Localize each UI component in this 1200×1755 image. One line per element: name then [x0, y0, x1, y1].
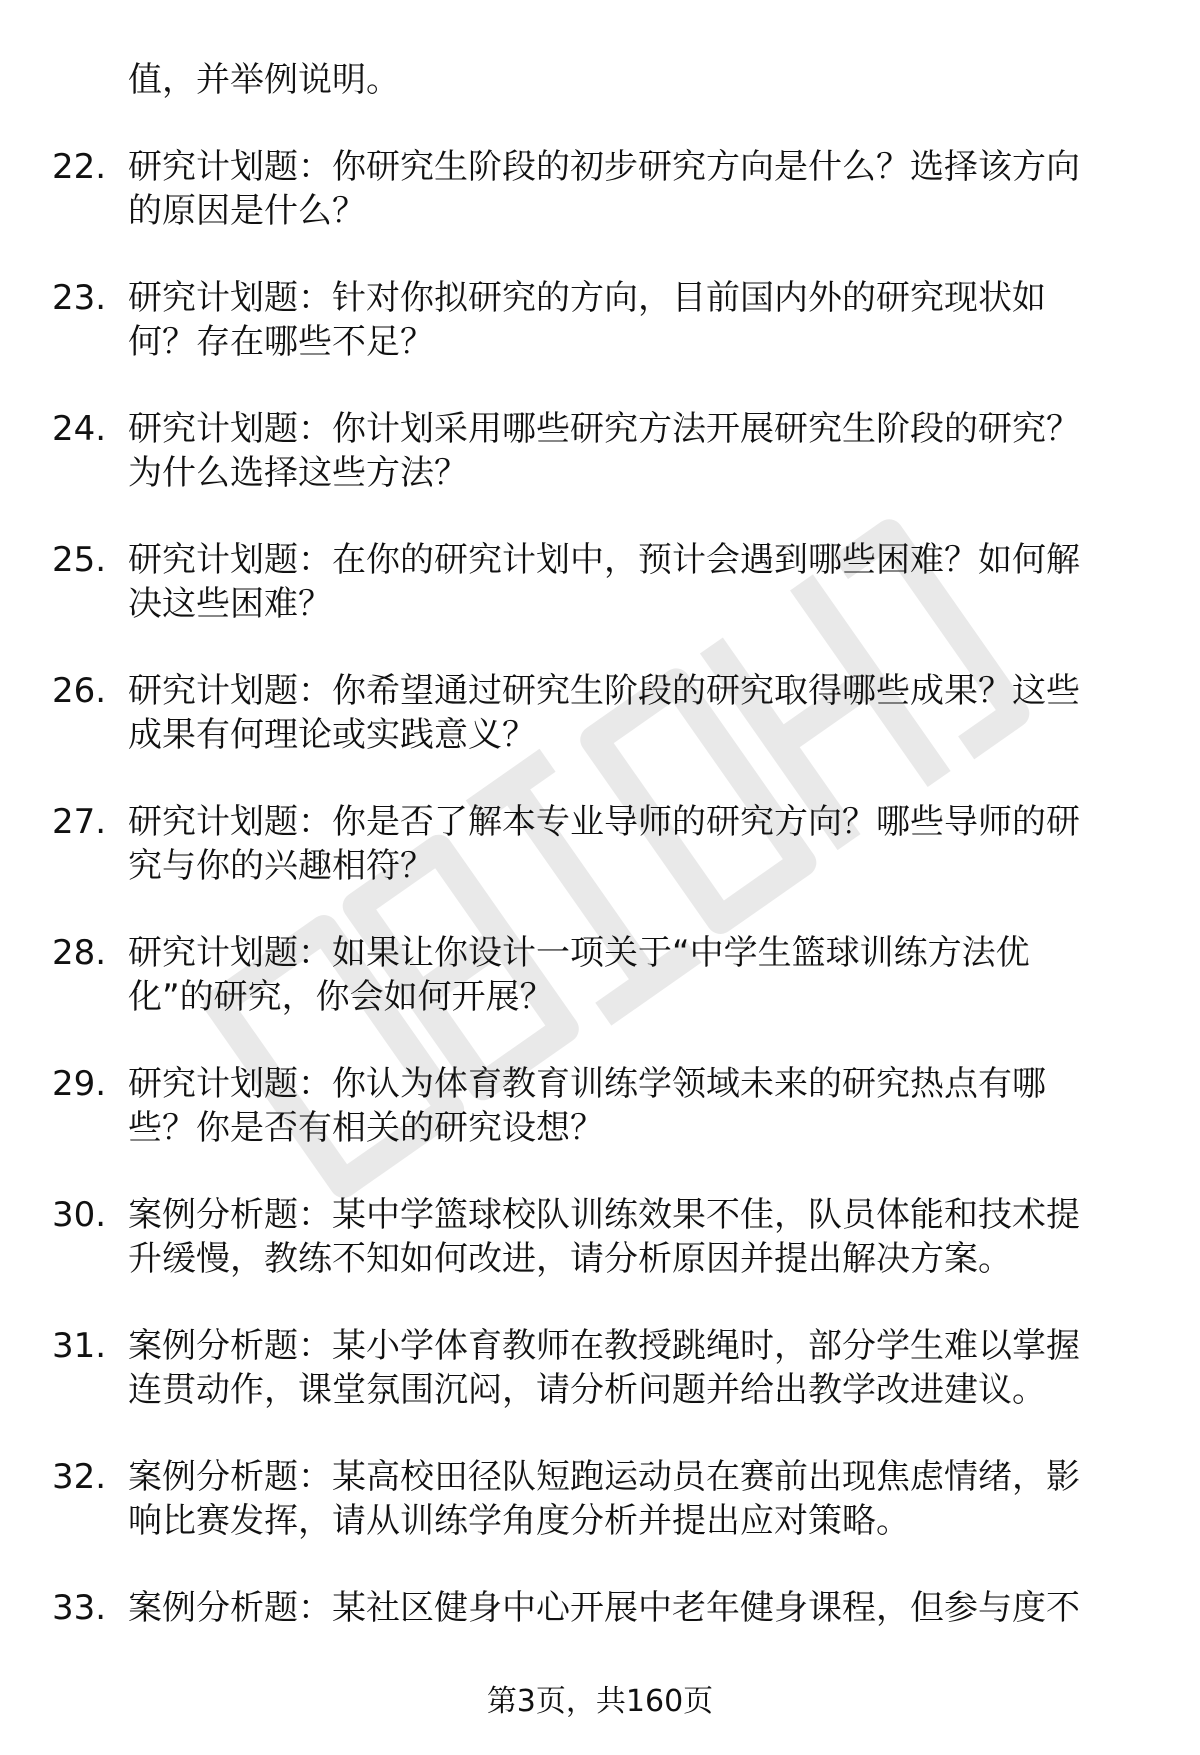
question-text-line: 案例分析题：某社区健身中心开展中老年健身课程，但参与度不: [128, 1588, 1080, 1628]
question-item: [0, 1586, 1138, 1630]
question-text-line: 的原因是什么？: [128, 191, 366, 231]
question-text-line: 决这些困难？: [128, 584, 332, 624]
question-text-line: 化”的研究，你会如何开展？: [128, 977, 554, 1017]
question-item: [0, 931, 1138, 1019]
question-text-line: 研究计划题：如果让你设计一项关于“中学生篮球训练方法优: [128, 933, 1030, 973]
question-item: [0, 538, 1138, 626]
question-item: [0, 145, 1138, 233]
question-number: 33.: [52, 1588, 107, 1628]
question-text-line: 升缓慢，教练不知如何改进，请分析原因并提出解决方案。: [128, 1239, 1012, 1279]
question-text-line: 案例分析题：某中学篮球校队训练效果不佳，队员体能和技术提: [128, 1195, 1080, 1235]
question-text-line: 究与你的兴趣相符？: [128, 846, 434, 886]
question-text-line: 研究计划题：在你的研究计划中，预计会遇到哪些困难？如何解: [128, 540, 1080, 580]
question-item: [0, 1455, 1138, 1543]
question-text-line: 些？你是否有相关的研究设想？: [128, 1108, 604, 1148]
question-text-line: 研究计划题：针对你拟研究的方向，目前国内外的研究现状如: [128, 278, 1046, 318]
question-item: [0, 1062, 1138, 1150]
question-number: 31.: [52, 1326, 107, 1366]
question-item: [0, 669, 1138, 757]
question-text-line: 何？存在哪些不足？: [128, 322, 434, 362]
question-number: 25.: [52, 540, 107, 580]
question-number: 27.: [52, 802, 107, 842]
question-number: 24.: [52, 409, 107, 449]
question-item: [0, 1324, 1138, 1412]
question-number: 30.: [52, 1195, 107, 1235]
question-item: [0, 407, 1138, 495]
question-text-line: 为什么选择这些方法？: [128, 453, 468, 493]
question-text-line: 连贯动作，课堂氛围沉闷，请分析问题并给出教学改进建议。: [128, 1370, 1046, 1410]
question-number: 29.: [52, 1064, 107, 1104]
question-item: [0, 1193, 1138, 1281]
question-number: 23.: [52, 278, 107, 318]
question-text-line: 研究计划题：你希望通过研究生阶段的研究取得哪些成果？这些: [128, 671, 1080, 711]
question-text-line: 研究计划题：你是否了解本专业导师的研究方向？哪些导师的研: [128, 802, 1080, 842]
question-text-line: 案例分析题：某小学体育教师在教授跳绳时，部分学生难以掌握: [128, 1326, 1080, 1366]
question-text-line: 研究计划题：你计划采用哪些研究方法开展研究生阶段的研究？: [128, 409, 1080, 449]
question-text-line: 研究计划题：你研究生阶段的初步研究方向是什么？选择该方向: [128, 147, 1080, 187]
question-list: [0, 145, 1200, 1630]
question-text-line: 研究计划题：你认为体育教育训练学领域未来的研究热点有哪: [128, 1064, 1046, 1104]
question-item: [0, 276, 1138, 364]
question-item: [0, 800, 1138, 888]
question-text-line: 响比赛发挥，请从训练学角度分析并提出应对策略。: [128, 1501, 910, 1541]
question-number: 28.: [52, 933, 107, 973]
question-number: 22.: [52, 147, 107, 187]
page-content: [0, 58, 1200, 1630]
page-number: 第3页，共160页: [486, 1684, 714, 1719]
question-text-line: 案例分析题：某高校田径队短跑运动员在赛前出现焦虑情绪，影: [128, 1457, 1080, 1497]
question-number: 26.: [52, 671, 107, 711]
continued-text: 值，并举例说明。: [128, 60, 400, 100]
question-number: 32.: [52, 1457, 107, 1497]
question-text-line: 成果有何理论或实践意义？: [128, 715, 536, 755]
